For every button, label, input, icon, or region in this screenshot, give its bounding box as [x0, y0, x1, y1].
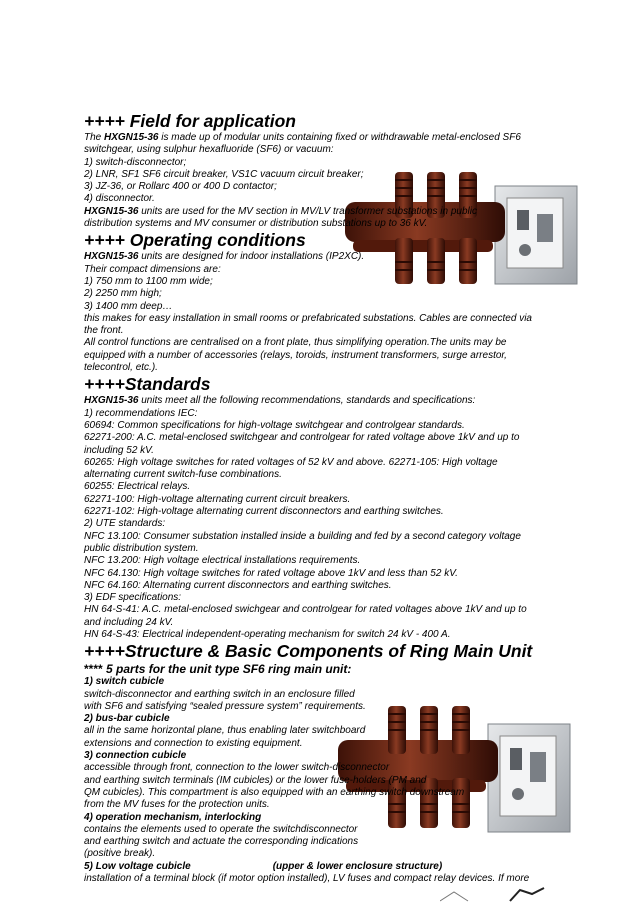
part-description-line: QM cubicles). This compartment is also equipped with an earthing switch downstream: [84, 786, 465, 798]
standards-line: 1) recommendations IEC:: [84, 407, 198, 419]
part-description-line: all in the same horizontal plane, thus enabling later switchboard: [84, 725, 366, 737]
part-title-connection-cubicle: 3) connection cubicle: [84, 750, 187, 762]
standards-line: 2) UTE standards:: [84, 518, 166, 530]
standards-line: 62271-200: A.C. metal-enclosed switchgear and controlgear for rated voltage above 1kV and up to: [84, 432, 520, 444]
part-title-low-voltage-cubicle: 5) Low voltage cubicle (upper & lower enclosure structure): [84, 860, 443, 872]
standards-line: public distribution system.: [84, 542, 199, 554]
heading-standards: ++++Standards: [84, 374, 211, 395]
part-description-line: contains the elements used to operate the switchdisconnector: [84, 823, 358, 835]
operating-paragraph-line: telecontrol, etc.).: [84, 362, 158, 374]
part-description-line: and earthing switch and actuate the corresponding indications: [84, 836, 359, 848]
dimension-item: 2) 2250 mm high;: [84, 288, 162, 300]
field-list-item: 4) disconnector.: [84, 193, 155, 205]
field-list-item: 2) LNR, SF1 SF6 circuit breaker, VS1C vacuum circuit breaker;: [84, 168, 364, 180]
standards-line: 60265: High voltage switches for rated voltages of 52 kV and above. 62271-105: High voltage: [84, 456, 498, 468]
standards-line: 62271-100: High-voltage alternating current circuit breakers.: [84, 493, 351, 505]
document-body: [84, 111, 574, 885]
standards-line: NFC 13.200: High voltage electrical installations requirements.: [84, 555, 361, 567]
part-description-line: with SF6 and satisfying “sealed pressure system” requirements.: [84, 700, 366, 712]
part-description-line: extensions and connection to existing equipment.: [84, 737, 303, 749]
dimension-item: 1) 750 mm to 1100 mm wide;: [84, 275, 213, 287]
heading-operating-conditions: ++++ Operating conditions: [84, 230, 306, 251]
field-list-item: 1) switch-disconnector;: [84, 156, 187, 168]
standards-line: 60255: Electrical relays.: [84, 481, 191, 493]
part-title-switch-cubicle: 1) switch cubicle: [84, 676, 165, 688]
heading-structure-components: ++++Structure & Basic Components of Ring Main Unit: [84, 641, 533, 662]
operating-paragraph-line: the front.: [84, 325, 124, 337]
part-title-bus-bar-cubicle: 2) bus-bar cubicle: [84, 713, 170, 725]
part-title-operation-mechanism: 4) operation mechanism, interlocking: [84, 811, 262, 823]
standards-line: 60694: Common specifications for high-voltage switchgear and controlgear standards.: [84, 419, 465, 431]
operating-intro: HXGN15-36 units are designed for indoor installations (IP2XC).: [84, 251, 365, 263]
part-description-line: from the MV fuses for the protection units.: [84, 799, 270, 811]
operating-paragraph-line: All control functions are centralised on a front plate, thus simplifying operation.The units may be: [84, 337, 507, 349]
standards-line: HN 64-S-41: A.C. metal-enclosed swichgear and controlgear for rated voltages above 1kV and up to: [84, 604, 527, 616]
field-paragraph-2: HXGN15-36 units are used for the MV section in MV/LV transformer substations in public: [84, 205, 477, 217]
field-list-item: 3) JZ-36, or Rollarc 400 or 400 D contactor;: [84, 181, 277, 193]
field-paragraph-2-cont: distribution systems and MV consumer or distribution substations up to 36 kV.: [84, 218, 428, 230]
dimension-item: 3) 1400 mm deep…: [84, 300, 173, 312]
field-paragraph-1-cont: switchgear, using sulphur hexafluoride (SF6) or vacuum:: [84, 144, 334, 156]
standards-line: NFC 64.130: High voltage switches for rated voltage above 1kV and less than 52 kV.: [84, 567, 458, 579]
part-description-line: (positive break).: [84, 848, 156, 860]
standards-intro: HXGN15-36 units meet all the following recommendations, standards and specifications:: [84, 395, 476, 407]
part-description-line: and earthing switch terminals (IM cubicles) or the lower fuse-holders (PM and: [84, 774, 427, 786]
standards-line: HN 64-S-43: Electrical independent-operating mechanism for switch 24 kV - 400 A.: [84, 628, 451, 640]
operating-dimensions-intro: Their compact dimensions are:: [84, 263, 221, 275]
operating-paragraph-line: this makes for easy installation in small rooms or prefabricated substations. Cables are connected via: [84, 312, 532, 324]
structure-subheading: **** 5 parts for the unit type SF6 ring main unit:: [84, 662, 352, 677]
diagram-fragment: [440, 886, 550, 902]
part-description-line: accessible through front, connection to the lower switch-disconnector: [84, 762, 390, 774]
standards-line: 62271-102: High-voltage alternating current disconnectors and earthing switches.: [84, 506, 444, 518]
standards-line: including 52 kV.: [84, 444, 154, 456]
heading-field-for-application: ++++ Field for application: [84, 111, 296, 131]
standards-line: NFC 64.160: Alternating current disconnectors and earthing switches.: [84, 579, 392, 591]
part-description-line: installation of a terminal block (if motor option installed), LV fuses and compact relay devices. If more: [84, 873, 530, 885]
operating-paragraph-line: equipped with a number of accessories (relays, toroids, instrument transformers, surge arrestor,: [84, 349, 507, 361]
standards-line: 3) EDF specifications:: [84, 592, 182, 604]
part-description-line: switch-disconnector and earthing switch in an enclosure filled: [84, 688, 355, 700]
field-paragraph-1: The HXGN15-36 is made up of modular units containing fixed or withdrawable metal-enclosed SF6: [84, 132, 521, 143]
standards-line: alternating current switch-fuse combinations.: [84, 469, 282, 481]
standards-line: NFC 13.100: Consumer substation installed inside a building and fed by a second category voltage: [84, 530, 521, 542]
standards-line: and including 24 kV.: [84, 616, 174, 628]
